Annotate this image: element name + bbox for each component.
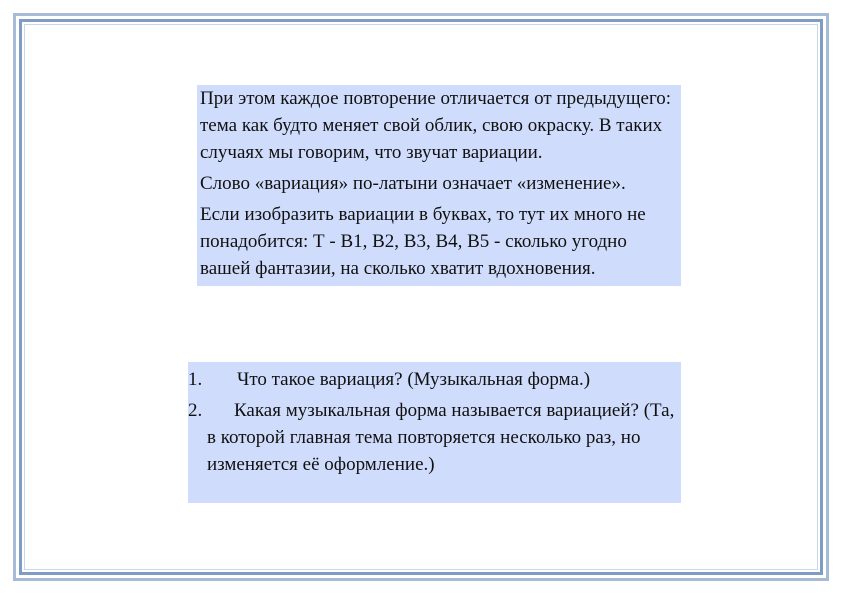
list-item-text: Что такое вариация? (Музыкальная форма.): [237, 369, 591, 390]
paragraph-variation-meaning: Слово «вариация» по-латыни означает «изменение».: [200, 173, 626, 194]
list-item-text: Какая музыкальная форма называется вариацией? (Та, в которой главная тема повторяется несколько раз, но изменяется её оформление.): [207, 400, 675, 475]
question-list: [188, 362, 681, 503]
list-item: [188, 366, 681, 393]
list-item-number: 1.: [188, 369, 203, 390]
text-paragraphs: [197, 85, 681, 286]
list-item: [188, 397, 681, 478]
paragraph-variation-intro: При этом каждое повторение отличается от предыдущего: тема как будто меняет свой облик, свою окраску. В таких случаях мы говорим, что звучат вариации.: [200, 88, 672, 163]
list-item-number: 2.: [188, 400, 203, 421]
paragraph-variation-letters: Если изобразить вариации в буквах, то тут их много не понадобится: Т - В1, В2, В3, В4, В5 - сколько угодно вашей фантазии, на сколько хватит вдохновения.: [200, 204, 646, 279]
